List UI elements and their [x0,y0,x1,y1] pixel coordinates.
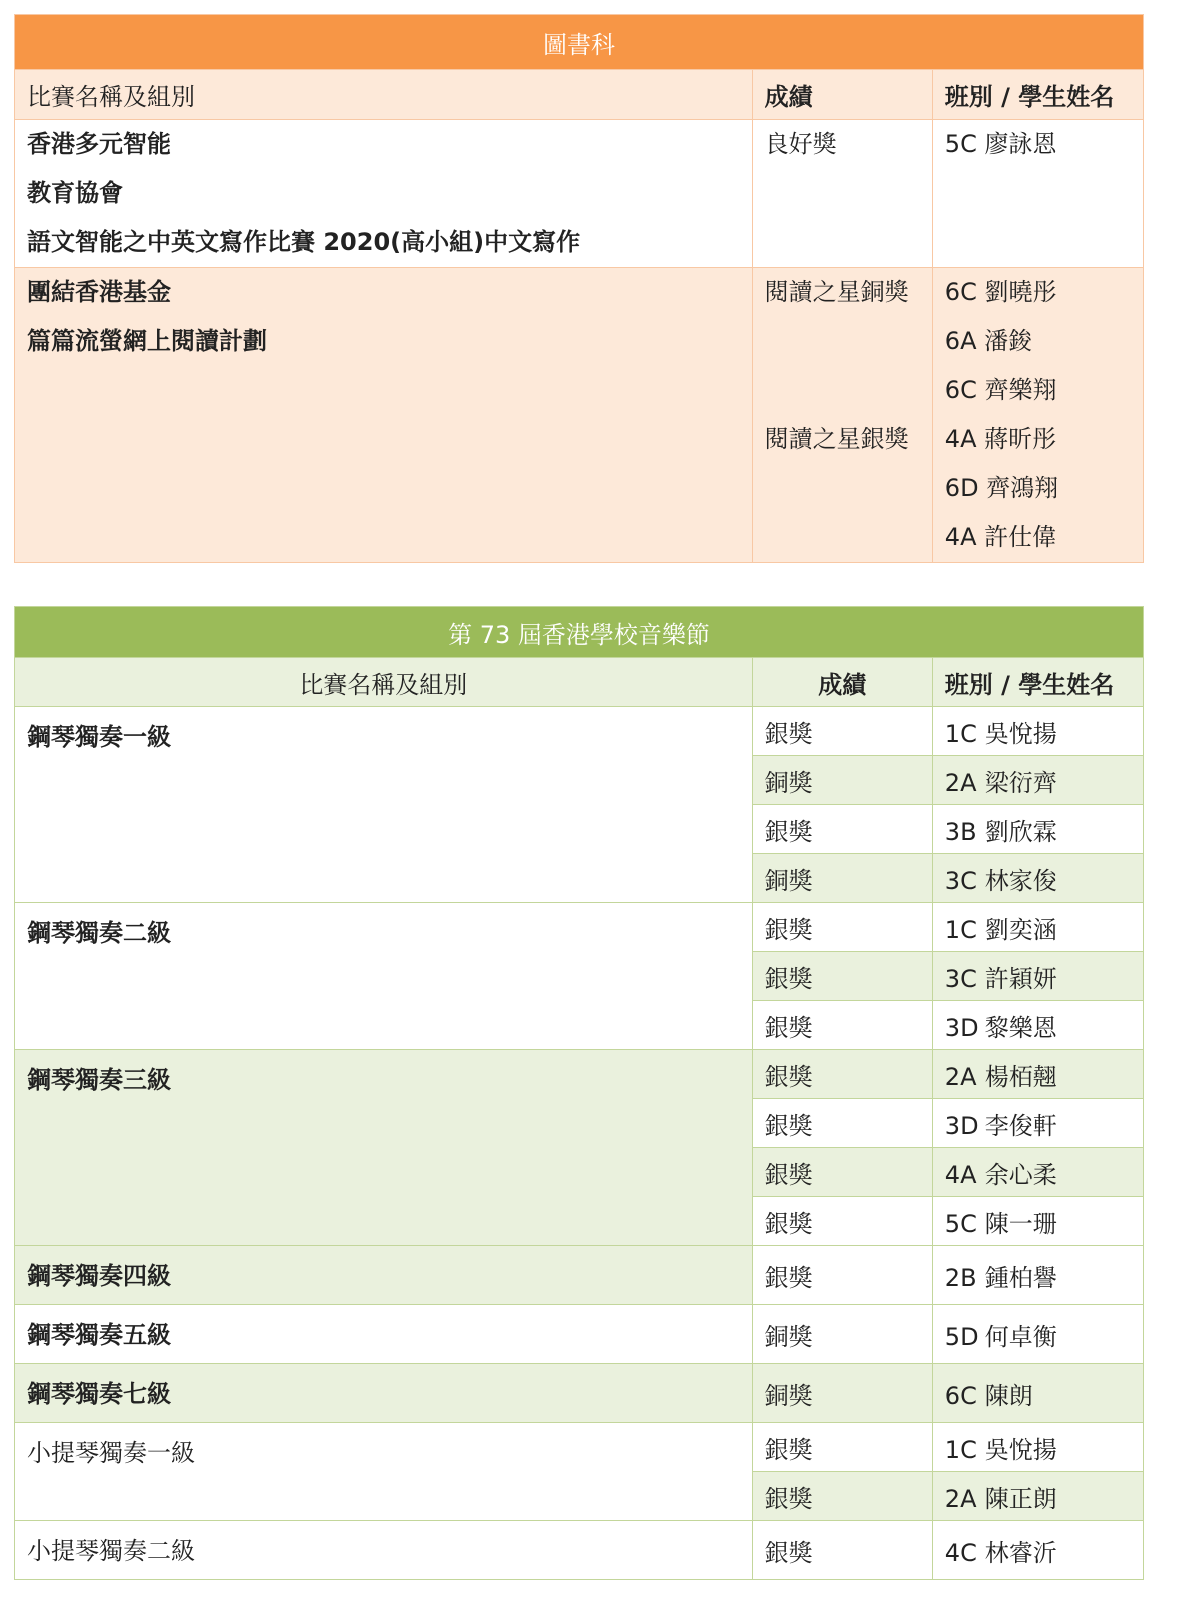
student-cell [932,1050,1143,1099]
award-text: 閱讀之星銀獎 [764,425,909,453]
competition-cell [15,120,753,268]
student-name: 楊栢翹 [984,1062,1057,1091]
header-class-student: 班別 / 學生姓名 [932,658,1143,707]
event-cell: 小提琴獨奏一級 [15,1423,753,1521]
student-cell [932,952,1143,1001]
award-text [765,513,932,562]
student-cell [932,1148,1143,1197]
award-cell [752,120,932,268]
table-row [15,120,1144,268]
student-text: 6C 劉曉彤 [944,278,1057,306]
class-code: 3D [944,1111,979,1140]
table-row [15,1305,1144,1364]
music-table-body [15,707,1144,1580]
award-cell: 銀獎 [752,952,932,1001]
award-cell: 銀獎 [752,1472,932,1521]
class-code: 2A [944,1484,977,1513]
event-cell: 小提琴獨奏二級 [15,1521,753,1580]
event-cell: 鋼琴獨奏一級 [15,707,753,903]
student-cell [932,1472,1143,1521]
student-cell [932,1423,1143,1472]
class-code: 2A [944,768,977,797]
class-code: 5D [944,1322,979,1351]
class-code: 2B [944,1263,977,1292]
table-row [15,1246,1144,1305]
award-cell: 銅獎 [752,1305,932,1364]
student-name: 鍾柏譽 [984,1263,1057,1292]
student-name: 林家俊 [984,866,1057,895]
award-cell [752,268,932,563]
class-code: 1C [944,719,977,748]
award-cell: 銅獎 [752,854,932,903]
award-cell: 銀獎 [752,1001,932,1050]
award-cell: 銀獎 [752,707,932,756]
student-cell [932,805,1143,854]
student-text: 6A 潘鋑 [944,327,1033,355]
header-class-student: 班別 / 學生姓名 [932,70,1143,120]
class-code: 3B [944,817,977,846]
student-name: 林睿沂 [984,1538,1057,1567]
class-code: 4A [944,1160,977,1189]
class-code: 3D [944,1013,979,1042]
student-name: 陳朗 [984,1381,1033,1410]
award-cell: 銀獎 [752,1099,932,1148]
table-row [15,1423,1144,1472]
student-cell [932,1305,1143,1364]
award-cell: 銀獎 [752,1148,932,1197]
student-text: 4A 蔣昕彤 [944,425,1057,453]
student-text: 6D 齊鴻翔 [944,474,1059,502]
award-cell: 銅獎 [752,1364,932,1423]
library-awards-table [14,14,1144,563]
event-cell: 鋼琴獨奏五級 [15,1305,753,1364]
award-text: 良好獎 [764,130,837,158]
event-cell: 鋼琴獨奏七級 [15,1364,753,1423]
student-cell [932,1246,1143,1305]
award-cell: 銀獎 [752,1423,932,1472]
student-cell [932,903,1143,952]
event-cell: 鋼琴獨奏四級 [15,1246,753,1305]
table-row [15,1364,1144,1423]
library-table-title: 圖書科 [15,15,1144,70]
student-name: 劉奕涵 [984,915,1057,944]
table-row [15,1050,1144,1099]
header-competition: 比賽名稱及組別 [15,70,753,120]
award-text [765,464,932,513]
student-text: 4A 許仕偉 [944,523,1057,551]
class-code: 3C [944,866,977,895]
student-cell [932,1197,1143,1246]
student-cell [932,707,1143,756]
student-text: 6C 齊樂翔 [944,376,1057,404]
award-cell: 銅獎 [752,756,932,805]
header-result: 成績 [752,658,932,707]
class-code: 3C [944,964,977,993]
award-text [765,317,932,366]
student-name: 許穎妍 [984,964,1057,993]
student-cell [932,268,1143,563]
header-competition: 比賽名稱及組別 [15,658,753,707]
student-cell [932,1364,1143,1423]
student-name: 李俊軒 [984,1111,1057,1140]
award-cell: 銀獎 [752,903,932,952]
student-cell [932,756,1143,805]
competition-line: 篇篇流螢網上閱讀計劃 [27,327,267,355]
competition-line: 教育協會 [27,179,123,207]
student-name: 陳一珊 [984,1209,1057,1238]
class-code: 6C [944,1381,977,1410]
competition-line: 語文智能之中英文寫作比賽 2020(高小組)中文寫作 [27,228,581,256]
table-row [15,903,1144,952]
award-text [765,366,932,415]
student-name: 陳正朗 [984,1484,1057,1513]
student-name: 吳悅揚 [984,719,1057,748]
student-cell [932,1099,1143,1148]
student-cell [932,1521,1143,1580]
award-cell: 銀獎 [752,1197,932,1246]
table-row [15,1521,1144,1580]
student-name: 黎樂恩 [984,1013,1057,1042]
competition-line: 香港多元智能 [27,130,171,158]
student-cell [932,1001,1143,1050]
event-cell: 鋼琴獨奏三級 [15,1050,753,1246]
class-code: 5C [944,1209,977,1238]
student-name: 余心柔 [984,1160,1057,1189]
music-table-title: 第 73 屆香港學校音樂節 [15,607,1144,658]
class-code: 2A [944,1062,977,1091]
award-text: 閱讀之星銅獎 [764,278,909,306]
student-cell [932,120,1143,268]
class-code: 4C [944,1538,977,1567]
student-name: 梁衍齊 [984,768,1057,797]
student-cell [932,854,1143,903]
student-text: 5C 廖詠恩 [944,130,1057,158]
student-name: 劉欣霖 [984,817,1057,846]
table-row [15,707,1144,756]
header-result: 成績 [752,70,932,120]
award-cell: 銀獎 [752,1050,932,1099]
competition-cell [15,268,753,563]
student-name: 吳悅揚 [984,1435,1057,1464]
event-cell: 鋼琴獨奏二級 [15,903,753,1050]
competition-line: 團結香港基金 [27,278,171,306]
award-cell: 銀獎 [752,1246,932,1305]
student-name: 何卓衡 [984,1322,1057,1351]
class-code: 1C [944,1435,977,1464]
award-cell: 銀獎 [752,805,932,854]
music-festival-table [14,606,1144,1580]
award-cell: 銀獎 [752,1521,932,1580]
table-row [15,268,1144,563]
class-code: 1C [944,915,977,944]
